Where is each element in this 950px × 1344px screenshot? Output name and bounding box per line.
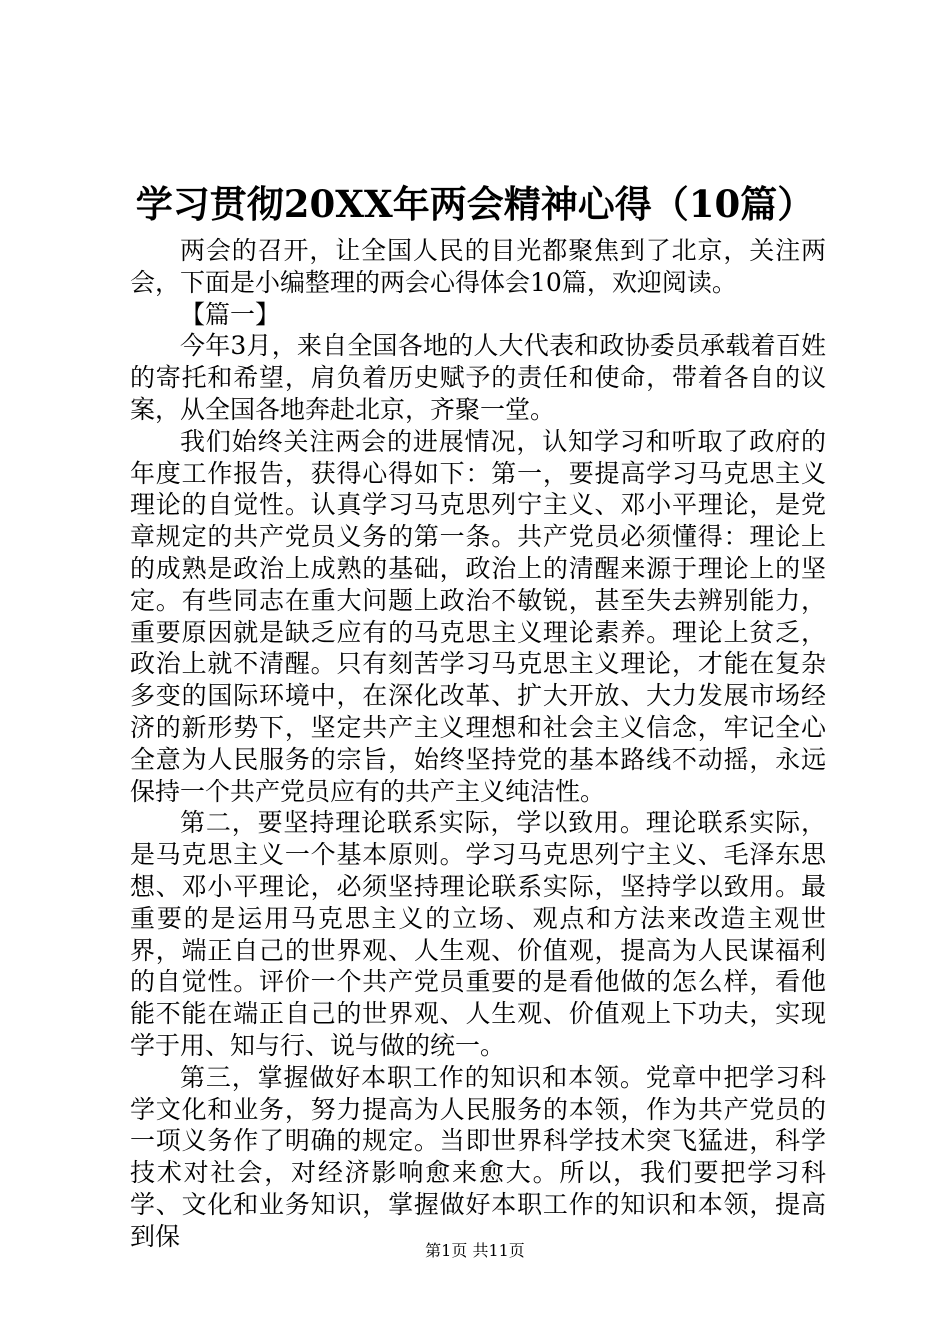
paragraph: 第三，掌握做好本职工作的知识和本领。党章中把学习科学文化和业务，努力提高为人民服务的本领，作为共产党员的一项义务作了明确的规定。当即世界科学技术突飞猛进，科学技术对社会，对经济影响愈来愈大。所以，我们要把学习科学、文化和业务知识，掌握做好本职工作的知识和本领，提高到保 (130, 1062, 826, 1251)
section-heading: 【篇一】 (180, 299, 281, 329)
document-title: 学习贯彻20XX年两会精神心得（10篇） (135, 182, 815, 226)
paragraph: 我们始终关注两会的进展情况，认知学习和听取了政府的年度工作报告，获得心得如下：第一，要提高学习马克思主义理论的自觉性。认真学习马克思列宁主义、邓小平理论，是党章规定的共产党员义务的第一条。共产党员必须懂得：理论上的成熟是政治上成熟的基础，政治上的清醒来源于理论上的坚定。有些同志在重大问题上政治不敏锐，甚至失去辨别能力，重要原因就是缺乏应有的马克思主义理论素养。理论上贫乏，政治上就不清醒。只有刻苦学习马克思主义理论，才能在复杂多变的国际环境中，在深化改革、扩大开放、大力发展市场经济的新形势下，坚定共产主义理想和社会主义信念，牢记全心全意为人民服务的宗旨，始终坚持党的基本路线不动摇，永远保持一个共产党员应有的共产主义纯洁性。 (130, 426, 826, 806)
paragraph: 今年3月，来自全国各地的人大代表和政协委员承载着百姓的寄托和希望，肩负着历史赋予的责任和使命，带着各自的议案，从全国各地奔赴北京，齐聚一堂。 (130, 331, 826, 424)
document-body (130, 235, 826, 1253)
paragraph: 第二，要坚持理论联系实际，学以致用。理论联系实际，是马克思主义一个基本原则。学习马克思列宁主义、毛泽东思想、邓小平理论，必须坚持理论联系实际，坚持学以致用。最重要的是运用马克思主义的立场、观点和方法来改造主观世界，端正自己的世界观、人生观、价值观，提高为人民谋福利的自觉性。评价一个共产党员重要的是看他做的怎么样，看他能不能在端正自己的世界观、人生观、价值观上下功夫，实现学于用、知与行、说与做的统一。 (130, 808, 826, 1060)
page-number-footer: 第1页 共11页 (425, 1241, 525, 1260)
paragraph-intro: 两会的召开，让全国人民的目光都聚焦到了北京，关注两会，下面是小编整理的两会心得体会10篇，欢迎阅读。 (130, 236, 826, 297)
